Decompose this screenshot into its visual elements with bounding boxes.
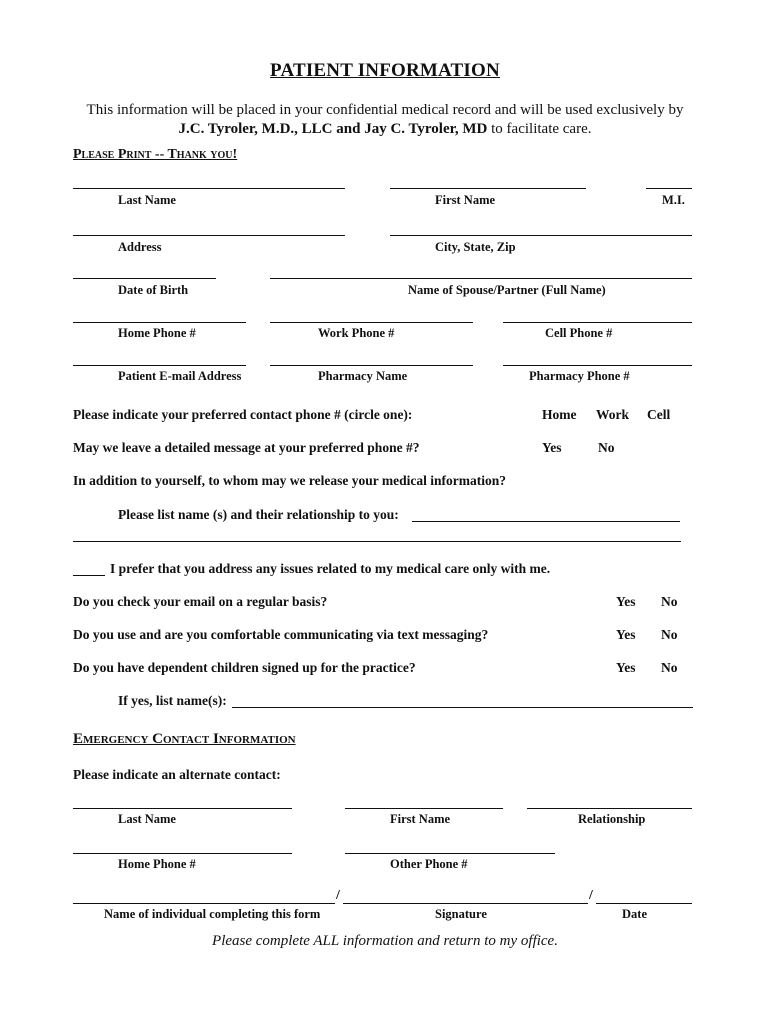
release-info-question: In addition to yourself, to whom may we release your medical information? xyxy=(73,473,506,488)
pharmacy-name-label: Pharmacy Name xyxy=(318,369,408,383)
dependent-names-field[interactable] xyxy=(232,707,693,708)
list-names-field-2[interactable] xyxy=(73,541,681,542)
dependent-children-no[interactable]: No xyxy=(661,660,678,675)
option-cell[interactable]: Cell xyxy=(647,407,671,422)
ec-relationship-field[interactable] xyxy=(527,808,692,809)
home-phone-label: Home Phone # xyxy=(118,326,196,340)
work-phone-label: Work Phone # xyxy=(318,326,395,340)
separator-2: / xyxy=(589,888,593,903)
pharmacy-phone-field[interactable] xyxy=(503,365,692,366)
leave-message-no[interactable]: No xyxy=(598,440,615,455)
intro-line-2-rest: to facilitate care. xyxy=(487,121,592,137)
text-messaging-yes[interactable]: Yes xyxy=(616,627,636,642)
ec-relationship-label: Relationship xyxy=(578,812,646,826)
email-label: Patient E-mail Address xyxy=(118,369,242,383)
emergency-contact-heading: Emergency Contact Information xyxy=(73,731,296,747)
footer-note: Please complete ALL information and return to my office. xyxy=(212,933,558,949)
dependent-children-yes[interactable]: Yes xyxy=(616,660,636,675)
text-messaging-question: Do you use and are you comfortable communicating via text messaging? xyxy=(73,627,489,642)
last-name-label: Last Name xyxy=(118,193,176,207)
prefer-only-me-blank[interactable] xyxy=(73,575,105,576)
alternate-contact-label: Please indicate an alternate contact: xyxy=(73,767,281,782)
list-names-label: Please list name (s) and their relationship to you: xyxy=(118,507,399,522)
cell-phone-label: Cell Phone # xyxy=(545,326,613,340)
leave-message-question: May we leave a detailed message at your preferred phone #? xyxy=(73,440,420,455)
pharmacy-name-field[interactable] xyxy=(270,365,473,366)
leave-message-yes[interactable]: Yes xyxy=(542,440,562,455)
ec-other-phone-field[interactable] xyxy=(345,853,555,854)
ec-first-name-field[interactable] xyxy=(345,808,503,809)
spouse-field[interactable] xyxy=(270,278,692,279)
check-email-question: Do you check your email on a regular basis? xyxy=(73,594,328,609)
dependent-children-question: Do you have dependent children signed up for the practice? xyxy=(73,660,416,675)
cell-phone-field[interactable] xyxy=(503,322,692,323)
please-print-heading: Please Print -- Thank you! xyxy=(73,147,238,162)
address-label: Address xyxy=(118,240,162,254)
first-name-field[interactable] xyxy=(390,188,586,189)
date-field[interactable] xyxy=(596,903,692,904)
text-messaging-no[interactable]: No xyxy=(661,627,678,642)
option-work[interactable]: Work xyxy=(596,407,630,422)
check-email-no[interactable]: No xyxy=(661,594,678,609)
prefer-only-me-statement: I prefer that you address any issues related to my medical care only with me. xyxy=(110,561,551,576)
mi-label: M.I. xyxy=(662,193,685,207)
separator-1: / xyxy=(336,888,340,903)
work-phone-field[interactable] xyxy=(270,322,473,323)
practice-name: J.C. Tyroler, M.D., LLC and Jay C. Tyroler, MD xyxy=(178,121,488,137)
email-field[interactable] xyxy=(73,365,246,366)
address-field[interactable] xyxy=(73,235,345,236)
list-names-field[interactable] xyxy=(412,521,680,522)
city-state-zip-label: City, State, Zip xyxy=(435,240,516,254)
individual-name-label: Name of individual completing this form xyxy=(104,907,321,921)
ec-home-phone-field[interactable] xyxy=(73,853,292,854)
city-state-zip-field[interactable] xyxy=(390,235,692,236)
first-name-label: First Name xyxy=(435,193,496,207)
ec-other-phone-label: Other Phone # xyxy=(390,857,468,871)
date-label: Date xyxy=(622,907,647,921)
signature-field[interactable] xyxy=(343,903,588,904)
preferred-phone-question: Please indicate your preferred contact phone # (circle one): xyxy=(73,407,413,422)
mi-field[interactable] xyxy=(646,188,692,189)
ec-first-name-label: First Name xyxy=(390,812,451,826)
ec-last-name-label: Last Name xyxy=(118,812,176,826)
intro-line-2 xyxy=(0,121,770,138)
spouse-label: Name of Spouse/Partner (Full Name) xyxy=(408,283,606,297)
last-name-field[interactable] xyxy=(73,188,345,189)
dob-field[interactable] xyxy=(73,278,216,279)
intro-line-1: This information will be placed in your confidential medical record and will be used exclusively by xyxy=(86,102,684,118)
ec-home-phone-label: Home Phone # xyxy=(118,857,196,871)
pharmacy-phone-label: Pharmacy Phone # xyxy=(529,369,630,383)
if-yes-label: If yes, list name(s): xyxy=(118,693,227,708)
ec-last-name-field[interactable] xyxy=(73,808,292,809)
dob-label: Date of Birth xyxy=(118,283,189,297)
option-home[interactable]: Home xyxy=(542,407,577,422)
check-email-yes[interactable]: Yes xyxy=(616,594,636,609)
signature-label: Signature xyxy=(435,907,487,921)
home-phone-field[interactable] xyxy=(73,322,246,323)
page-title: PATIENT INFORMATION xyxy=(270,60,500,81)
individual-name-field[interactable] xyxy=(73,903,335,904)
